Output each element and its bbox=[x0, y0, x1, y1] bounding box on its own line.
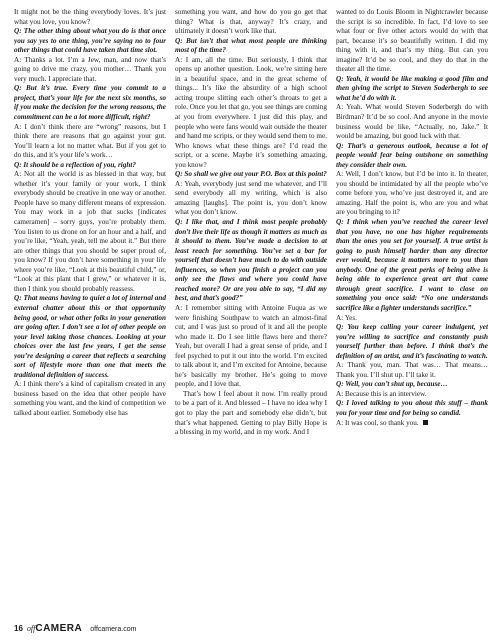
interview-question: Q: That means having to quiet a lot of internal and external chatter about this or that opportunity being good, or what other folks in your generation are going after. I don’t see a lot of other people on your level taking those chances. Looking at your choices over the last few years, I get the sense you’re designing a career that reflects a searching sort of lifestyle more than one that meets the traditional definition of success. bbox=[14, 294, 166, 379]
interview-question: Q: Yeah, it would be like making a good film and then giving the script to Steven Soderbergh to see what he’d do with it. bbox=[336, 74, 488, 102]
brand-prefix: off bbox=[26, 624, 36, 633]
interview-question: Q: I like that, and I think most people probably don’t live their life as though it matters as much as it should to them. You’ve made a decision to at least reach for something. You’ve set a bar for yourself that doesn’t have much to do with outside influences, so when you finish a project can you only see the flaws and where you could have reached more? Or are you able to say, “I did my best, and that’s good?” bbox=[175, 218, 327, 303]
brand-main: CAMERA bbox=[35, 623, 83, 634]
interview-question: Q: It should be a reflection of you, right? bbox=[14, 160, 136, 169]
interview-question: Q: So shall we give out your P.O. Box at this point? bbox=[175, 170, 327, 179]
interview-question: Q: I think when you’ve reached the career level that you have, no one has higher requirements than the ones you set for yourself. A true artist is going to push himself harder than any director ever would, because it matters more to you than anybody. One of the great perks of being alive is being able to experience great art that came through great sacrifice. I want to close on something you once said: “No one understands sacrifice like a fighter understands sacrifice.” bbox=[336, 218, 488, 312]
interview-answer: A: I think there’s a kind of capitalism created in any business based on the idea that other people have something you want, and the kind of competition we talked about earlier. Somebody else has bbox=[14, 380, 166, 417]
interview-answer: wanted to do Louis Bloom in Nightcrawler because the script is so incredible. In fact, I’d love to see what four or five other actors would do with that part, because it’s so beautifully written. I did my thing with it, and that’s my thing. But can you imagine? It’d be so cool, and they do that in the theater all the time. bbox=[336, 8, 488, 74]
column-1 bbox=[14, 8, 166, 612]
interview-question: Q: The other thing about what you do is that once you say yes to one thing, you’re saying no to four other things that could have taken that time slot. bbox=[14, 27, 166, 55]
brand-logo bbox=[27, 618, 82, 636]
interview-question: Q: I loved talking to you about this stuff – thank you for your time and for being so candid. bbox=[336, 399, 488, 417]
interview-answer: A: I am, all the time. But seriously, I think that opens up another question. Look, we’re sitting here in a beautiful space, and in the great scheme of things... It’s like the absurdity of a high school acting troupe slitting each other’s throats to get a role. Once you let that go, you see things are coming at you from everywhere. I just did this play, and people who were fans would wait outside the theater and hand me scripts, or they would send them to me. Who knows what these things are? I’d read the script, or a scene. Maybe it’s something amazing, you know? bbox=[175, 55, 327, 169]
interview-answer: A: It was cool, so thank you. bbox=[336, 419, 488, 429]
interview-answer: A: Yeah, everybody just send me whatever, and I’ll send everybody all my writing, which is also amazing [laughs]. The point is, you don’t know what you don’t know. bbox=[175, 179, 327, 217]
interview-question: Q: But it’s true. Every time you commit to a project, that’s your life for the next six months, so if you make the decision for the wrong reasons, the commitment can be a lot more difficult, right? bbox=[14, 84, 166, 122]
interview-answer: A: Not all the world is as blessed in that way, but whether it’s your family or your work, I think everybody should be creative in one way or another. People have so many different means of expression. You may work in a job that sucks [indicates cameramen] – sorry guys, you’re probably them. You listen to us drone on for an hour and a half, and you’re like, “Yeah, yeah, tell me about it.” But there are other things that you should be super proud of, you know? If you don’t have something in your life where you’re like, “Look at this beautiful child,” or, “Look at this plant that I grew,” or whatever it is, then I think you should probably reassess. bbox=[14, 170, 166, 293]
article-body bbox=[14, 8, 488, 612]
interview-answer: A: Thanks a lot. I’m a Jew, man, and now that’s going to drive me crazy, you mother… Thank you very much. I appreciate that. bbox=[14, 55, 166, 83]
interview-question: Q: But isn’t that what most people are thinking most of the time? bbox=[175, 36, 327, 55]
interview-answer: It might not be the thing everybody loves. It’s just what you love, you know? bbox=[14, 8, 166, 26]
interview-question: Q: You keep calling your career indulgent, yet you’re willing to sacrifice and constantly push yourself further than before. I think that’s the definition of an artist, and it’s fascinating to watch. bbox=[336, 323, 488, 360]
interview-answer: A: Well, I don’t know, but I’d be into it. In theater, you should be intimidated by all the people who’ve come before you, who’ve just destroyed it, and are amazing. Half the point is, who are you and what are you bringing to it? bbox=[336, 170, 488, 217]
interview-question: Q: Well, you can’t shut up, because… bbox=[336, 380, 448, 389]
interview-answer: something you want, and how do you go get that thing? What is that, anyway? It’s crazy, and ultimately it doesn’t work like that. bbox=[175, 8, 327, 36]
column-3 bbox=[336, 8, 488, 612]
interview-answer: That’s how I feel about it now. I’m really proud to be a part of it. And blessed – I have no idea why I got to play the part and somebody else didn’t, but that’s what happened. Getting to play Billy Hope is a blessing in my world, and in my work. And I bbox=[175, 389, 327, 437]
end-of-article-mark bbox=[423, 420, 428, 425]
page-number: 16 bbox=[14, 624, 23, 633]
website-link[interactable]: offcamera.com bbox=[90, 626, 137, 633]
interview-answer: A: Yeah. What would Steven Soderbergh do with Birdman? It’d be so cool. And anyone in the movie business would be like, “Actually, no, Jake.” It would be amazing, but good luck with that. bbox=[336, 103, 488, 141]
column-2 bbox=[175, 8, 327, 612]
interview-answer: A: I remember sitting with Antoine Fuqua as we were finishing Southpaw to watch an almost-final cut, and I was just so proud of it and all the people who made it. Do I see little flaws here and there? Yeah, but overall I had a great sense of pride, and I feel psyched to put it out into the world. I’m excited to talk about it, and I’m excited for Antoine, because he’s basically my brother. He’s going to move people, and I love that. bbox=[175, 303, 327, 389]
interview-answer: A: Yes. bbox=[336, 313, 357, 322]
interview-question: Q: That’s a generous outlook, because a lot of people would fear being outshone on something they consider their own. bbox=[336, 141, 488, 169]
interview-answer: A: Thank you, man. That was… That means… Thank you. I’ll shut up. I’ll take it. bbox=[336, 361, 488, 379]
interview-answer: A: I don’t think there are “wrong” reasons, but I think there are reasons that go against your gut. You’ll learn a lot no matter what. But if you get to do this, and it’s your life’s work… bbox=[14, 122, 166, 160]
interview-answer: A: Because this is an interview. bbox=[336, 389, 427, 398]
page-footer bbox=[14, 618, 136, 634]
